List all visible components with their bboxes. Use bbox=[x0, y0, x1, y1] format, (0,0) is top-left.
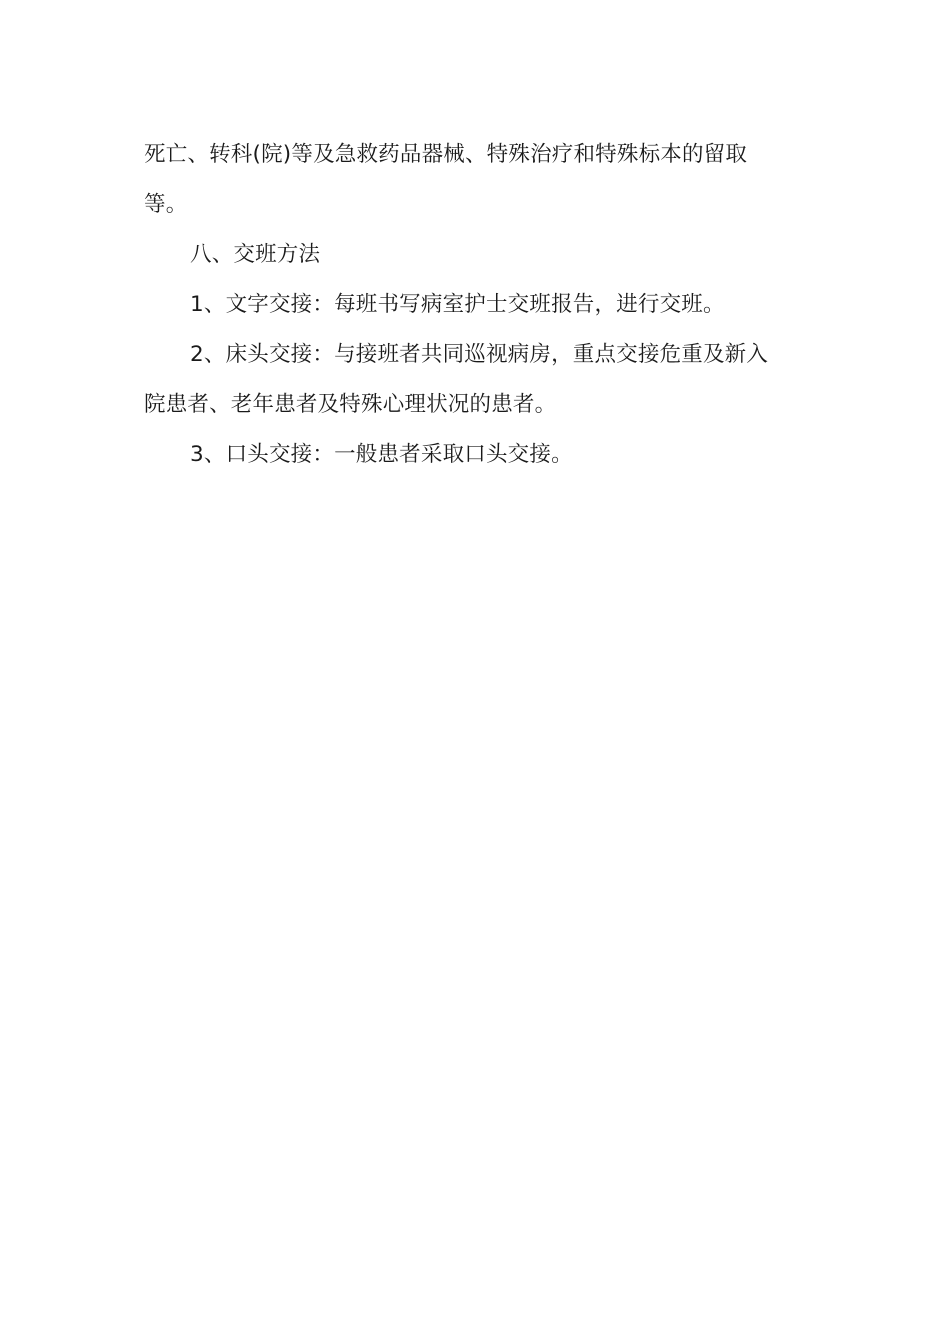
list-item: 1、文字交接：每班书写病室护士交班报告，进行交班。 bbox=[190, 292, 725, 317]
list-item: 3、口头交接：一般患者采取口头交接。 bbox=[190, 442, 573, 467]
list-item: 2、床头交接：与接班者共同巡视病房，重点交接危重及新入 bbox=[190, 342, 769, 367]
section-heading: 八、交班方法 bbox=[190, 242, 321, 267]
document-body bbox=[144, 130, 804, 480]
paragraph-line: 死亡、转科(院)等及急救药品器械、特殊治疗和特殊标本的留取 bbox=[144, 142, 748, 167]
list-item-continuation: 院患者、老年患者及特殊心理状况的患者。 bbox=[144, 392, 557, 417]
paragraph-line: 等。 bbox=[144, 192, 188, 217]
